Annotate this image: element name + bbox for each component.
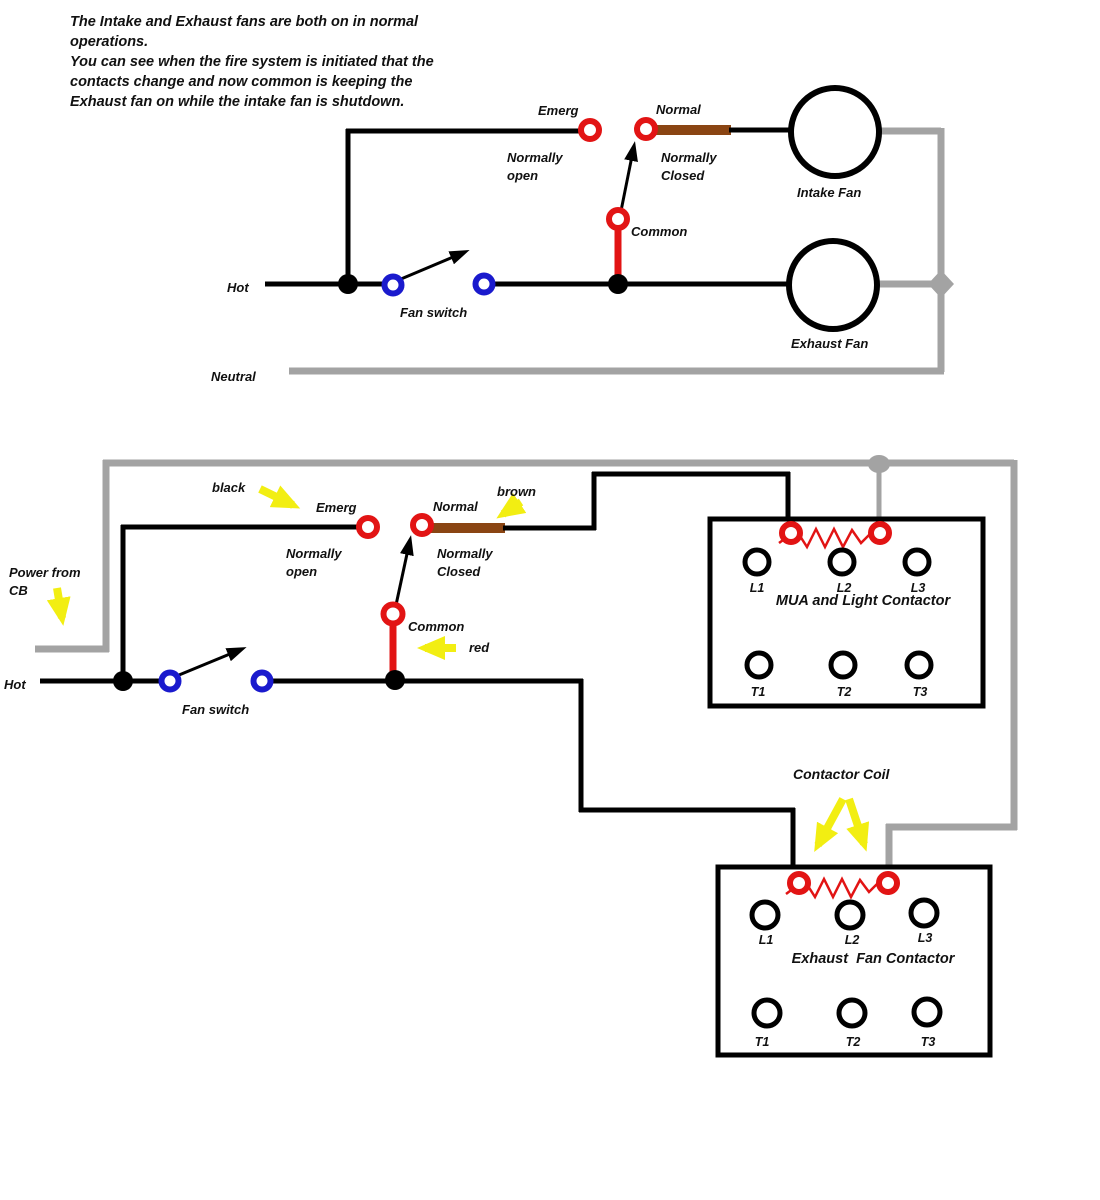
gray-junction-node xyxy=(868,455,890,473)
note-line: You can see when the fire system is initiated that the xyxy=(70,54,434,70)
mua-coil-terminal xyxy=(782,524,800,542)
common-label: Common xyxy=(631,224,688,239)
mua-coil-terminal xyxy=(871,524,889,542)
common-contact-terminal xyxy=(384,605,403,624)
exhaust-terminal-l1 xyxy=(752,902,778,928)
exhaust-fan-label: Exhaust Fan xyxy=(791,336,869,351)
normal-label: Normal xyxy=(656,102,701,117)
junction-dot xyxy=(608,274,628,294)
exhaust-terminal-l2 xyxy=(837,902,863,928)
intake-fan-label: Intake Fan xyxy=(797,185,862,200)
fan-switch-blade xyxy=(401,252,465,279)
normally-closed-label xyxy=(661,149,717,185)
brown-wire-arrow xyxy=(503,502,521,514)
junction-dot xyxy=(338,274,358,294)
exhaust-coil-terminal xyxy=(879,874,897,892)
normally-closed-label-bottom xyxy=(437,545,493,581)
normally-closed-line2: Closed xyxy=(437,564,481,579)
junction-dot xyxy=(385,670,405,690)
fan-switch-terminal xyxy=(162,673,179,690)
common-to-normal-arrow-bottom xyxy=(396,540,410,605)
black-wire-label: black xyxy=(212,480,246,495)
mua-terminal-t3 xyxy=(907,653,931,677)
emerg-contact-terminal xyxy=(359,518,377,536)
brown-wire-label: brown xyxy=(497,484,536,499)
hot-label: Hot xyxy=(227,280,249,295)
normal-label-bottom: Normal xyxy=(433,499,478,514)
exhaust-t2-label: T2 xyxy=(845,1035,861,1049)
fan-switch-label: Fan switch xyxy=(400,305,468,320)
fan-switch-blade-bottom xyxy=(179,649,242,675)
normally-closed-line2: Closed xyxy=(661,168,705,183)
normally-open-label xyxy=(507,149,563,185)
red-wire-label: red xyxy=(469,640,490,655)
normally-open-line2: open xyxy=(507,168,539,183)
exhaust-t1-label: T1 xyxy=(754,1035,770,1049)
emerg-label-bottom: Emerg xyxy=(316,500,357,515)
exhaust-terminal-t3 xyxy=(914,999,940,1025)
normally-open-line1: Normally xyxy=(507,150,563,165)
note-line: contacts change and now common is keeping the xyxy=(70,74,413,90)
exhaust-terminal-t1 xyxy=(754,1000,780,1026)
common-label-bottom: Common xyxy=(408,619,465,634)
black-wire-arrow xyxy=(260,489,293,505)
fan-switch-terminal xyxy=(254,673,271,690)
mua-terminal-l3 xyxy=(905,550,929,574)
mua-terminal-l2 xyxy=(830,550,854,574)
exhaust-l1-label: L1 xyxy=(758,933,774,947)
power-from-cb-label xyxy=(9,564,81,600)
common-contact-terminal xyxy=(609,210,627,228)
fan-switch-terminal xyxy=(385,277,402,294)
mua-terminal-t1 xyxy=(747,653,771,677)
exhaust-l2-label: L2 xyxy=(844,933,860,947)
fan-switch-label-bottom: Fan switch xyxy=(182,702,250,717)
mua-terminal-t2 xyxy=(831,653,855,677)
normal-contact-terminal xyxy=(413,516,431,534)
normally-open-label-bottom xyxy=(286,545,342,581)
note-line: operations. xyxy=(70,34,149,50)
emerg-label: Emerg xyxy=(538,103,579,118)
emerg-contact-terminal xyxy=(581,121,599,139)
mua-l2-label: L2 xyxy=(836,581,852,595)
exhaust-fan-motor xyxy=(789,241,877,329)
contactor-coil-arrow-right xyxy=(849,799,864,844)
power-from-line2: CB xyxy=(9,583,28,598)
fan-switch-terminal xyxy=(476,276,493,293)
mua-t2-label: T2 xyxy=(836,685,852,699)
mua-l3-label: L3 xyxy=(910,581,926,595)
common-to-normal-arrow xyxy=(621,146,634,211)
exhaust-l3-label: L3 xyxy=(917,931,933,945)
mua-contactor-name: MUA and Light Contactor xyxy=(775,593,951,609)
description-note xyxy=(70,12,434,112)
contactor-coil-label: Contactor Coil xyxy=(793,766,890,782)
intake-fan-motor xyxy=(791,88,879,176)
mua-t3-label: T3 xyxy=(912,685,928,699)
exhaust-terminal-t2 xyxy=(839,1000,865,1026)
hot-label-bottom: Hot xyxy=(4,677,26,692)
note-line: Exhaust fan on while the intake fan is shutdown. xyxy=(70,94,405,110)
normally-closed-line1: Normally xyxy=(437,546,493,561)
mua-terminal-l1 xyxy=(745,550,769,574)
normally-closed-line1: Normally xyxy=(661,150,717,165)
neutral-junction-node xyxy=(928,270,954,298)
normal-contact-terminal xyxy=(637,120,655,138)
mua-t1-label: T1 xyxy=(750,685,766,699)
exhaust-t3-label: T3 xyxy=(920,1035,936,1049)
normally-open-line1: Normally xyxy=(286,546,342,561)
contactor-coil-arrow-left xyxy=(818,799,843,845)
mua-l1-label: L1 xyxy=(749,581,765,595)
exhaust-contactor-name: Exhaust Fan Contactor xyxy=(791,951,955,967)
exhaust-terminal-l3 xyxy=(911,900,937,926)
neutral-label: Neutral xyxy=(211,369,256,384)
note-line: The Intake and Exhaust fans are both on in normal xyxy=(70,14,419,30)
power-from-line1: Power from xyxy=(9,565,81,580)
junction-dot xyxy=(113,671,133,691)
normally-open-line2: open xyxy=(286,564,318,579)
exhaust-coil-terminal xyxy=(790,874,808,892)
